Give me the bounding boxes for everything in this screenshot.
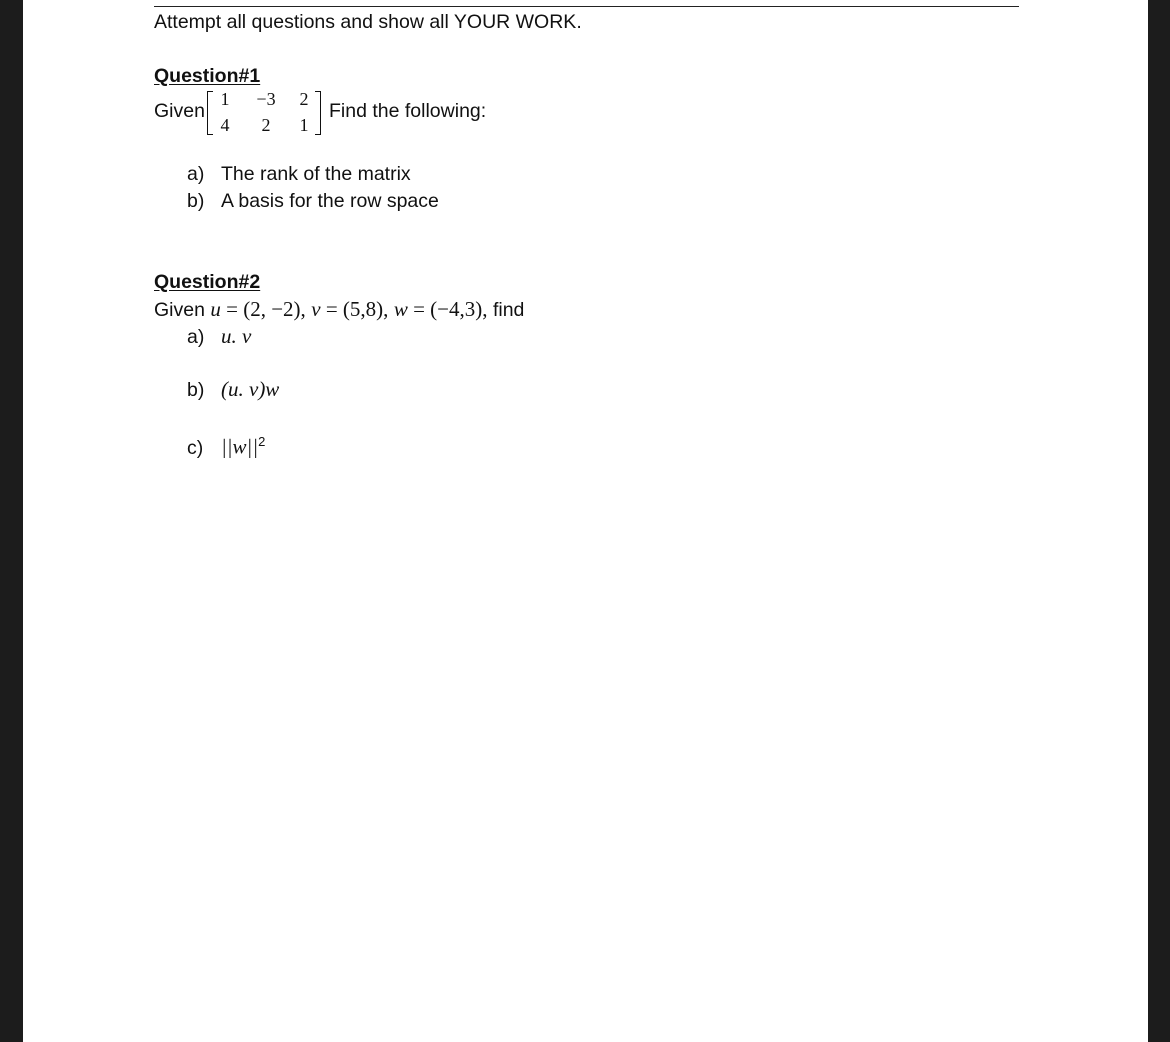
vector-w: w = (−4,3), [393, 297, 488, 321]
find-word: find [492, 299, 525, 321]
matrix-cell: 1 [299, 115, 309, 135]
question-2-heading: Question#2 [154, 271, 261, 293]
matrix-cell: −3 [256, 89, 276, 109]
item-expression: ||w|| [221, 434, 259, 459]
question-2-item-a [187, 324, 251, 349]
header-rule [154, 6, 1019, 7]
question-2-item-c [187, 430, 265, 460]
question-1-item-a [187, 162, 411, 186]
matrix-cell: 4 [220, 115, 230, 135]
question-2-given-line [154, 297, 524, 322]
vector-u: u = (2, −2), [210, 297, 306, 321]
matrix-cell: 1 [220, 89, 230, 109]
item-label: a) [187, 163, 205, 185]
item-expression: (u. v)w [221, 377, 280, 401]
instructions: Attempt all questions and show all YOUR WORK. [154, 11, 582, 33]
item-label: a) [187, 326, 205, 348]
matrix-cell: 2 [261, 115, 271, 135]
item-label: b) [187, 190, 205, 212]
document-page [23, 0, 1148, 1042]
question-1-find: Find the following: [329, 100, 487, 122]
question-1-given: Given [154, 100, 205, 122]
question-1-heading: Question#1 [154, 65, 261, 87]
item-label: b) [187, 379, 205, 401]
matrix [207, 89, 321, 135]
question-1-item-b [187, 189, 439, 213]
item-expression: u. v [221, 324, 252, 348]
matrix-cell: 2 [299, 89, 309, 109]
item-text: A basis for the row space [221, 190, 439, 212]
question-2-item-b [187, 377, 279, 402]
vector-v: v = (5,8), [311, 297, 389, 321]
item-text: The rank of the matrix [221, 163, 411, 185]
given-word: Given [154, 299, 205, 321]
item-label: c) [187, 436, 204, 459]
item-exponent: 2 [258, 434, 266, 449]
